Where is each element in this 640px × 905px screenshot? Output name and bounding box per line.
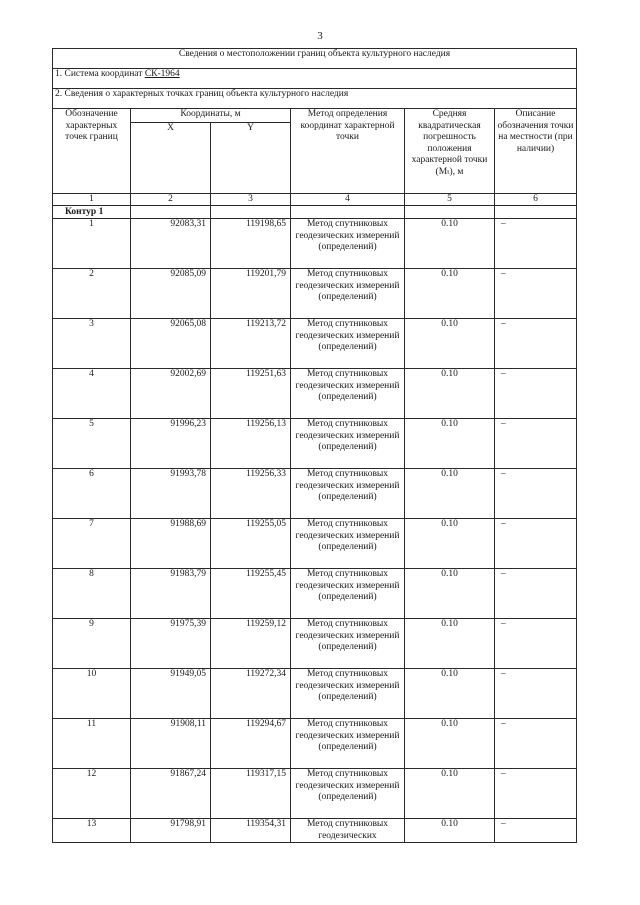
header-description: Описание обозначения точки на местности (при наличии) — [495, 109, 577, 194]
coordinate-x: 91798,91 — [131, 819, 211, 843]
coordinate-y: 119251,63 — [211, 369, 291, 419]
point-description: – — [495, 369, 577, 419]
determination-method: Метод спутниковых геодезических измерений (определений) — [291, 269, 405, 319]
mean-square-error: 0.10 — [405, 719, 495, 769]
table-row — [53, 719, 577, 769]
point-description: – — [495, 419, 577, 469]
coordinate-y: 119256,33 — [211, 469, 291, 519]
coordinate-y: 119294,67 — [211, 719, 291, 769]
determination-method: Метод спутниковых геодезических измерений (определений) — [291, 569, 405, 619]
coordinate-x: 92085,09 — [131, 269, 211, 319]
coordinate-x: 91996,23 — [131, 419, 211, 469]
determination-method: Метод спутниковых геодезических измерений (определений) — [291, 369, 405, 419]
point-number: 6 — [53, 469, 131, 519]
mean-square-error: 0.10 — [405, 419, 495, 469]
coordinate-x: 91867,24 — [131, 769, 211, 819]
table-row — [53, 319, 577, 369]
point-number: 13 — [53, 819, 131, 843]
coordinate-y: 119272,34 — [211, 669, 291, 719]
table-row — [53, 519, 577, 569]
coordinate-x: 91975,39 — [131, 619, 211, 669]
determination-method: Метод спутниковых геодезических измерений (определений) — [291, 619, 405, 669]
point-description: – — [495, 669, 577, 719]
determination-method: Метод спутниковых геодезических измерений (определений) — [291, 669, 405, 719]
header-coordinates: Координаты, м — [131, 109, 291, 123]
coordinate-x: 91993,78 — [131, 469, 211, 519]
table-row — [53, 269, 577, 319]
page-number: 3 — [317, 30, 323, 42]
table-row — [53, 219, 577, 269]
mean-square-error: 0.10 — [405, 369, 495, 419]
mean-square-error: 0.10 — [405, 219, 495, 269]
coordinate-x: 92002,69 — [131, 369, 211, 419]
mean-square-error: 0.10 — [405, 569, 495, 619]
column-number: 3 — [211, 194, 291, 206]
table-row — [53, 419, 577, 469]
table-row — [53, 469, 577, 519]
column-number: 1 — [53, 194, 131, 206]
table-row — [53, 819, 577, 843]
determination-method: Метод спутниковых геодезических измерений (определений) — [291, 469, 405, 519]
coordinate-system-prefix: 1. Система координат — [55, 69, 145, 79]
determination-method: Метод спутниковых геодезических измерений (определений) — [291, 319, 405, 369]
coordinate-system-value: СК-1964 — [144, 69, 180, 79]
mean-square-error: 0.10 — [405, 769, 495, 819]
point-description: – — [495, 619, 577, 669]
column-number: 6 — [495, 194, 577, 206]
coordinate-y: 119259,12 — [211, 619, 291, 669]
mean-square-error: 0.10 — [405, 469, 495, 519]
point-number: 11 — [53, 719, 131, 769]
section-title: 2. Сведения о характерных точках границ объекта культурного наследия — [53, 89, 577, 109]
point-number: 5 — [53, 419, 131, 469]
table-row — [53, 619, 577, 669]
coordinate-x: 91949,05 — [131, 669, 211, 719]
point-description: – — [495, 769, 577, 819]
point-number: 4 — [53, 369, 131, 419]
mean-square-error: 0.10 — [405, 669, 495, 719]
coordinate-y: 119213,72 — [211, 319, 291, 369]
coordinate-y: 119256,13 — [211, 419, 291, 469]
point-description: – — [495, 719, 577, 769]
table-title: Сведения о местоположении границ объекта культурного наследия — [53, 49, 577, 69]
coordinate-system — [53, 69, 577, 89]
mean-square-error: 0.10 — [405, 819, 495, 843]
table-row — [53, 569, 577, 619]
point-description: – — [495, 469, 577, 519]
mean-square-error: 0.10 — [405, 269, 495, 319]
column-number: 2 — [131, 194, 211, 206]
mean-square-error: 0.10 — [405, 519, 495, 569]
header-x: X — [131, 123, 211, 194]
mean-square-error: 0.10 — [405, 319, 495, 369]
header-error: Средняя квадратическая погрешность положения характерной точки (Mₜ), м — [405, 109, 495, 194]
coordinate-y: 119201,79 — [211, 269, 291, 319]
coordinate-y: 119255,45 — [211, 569, 291, 619]
point-number: 1 — [53, 219, 131, 269]
determination-method: Метод спутниковых геодезических измерений (определений) — [291, 769, 405, 819]
boundary-points-table — [52, 48, 577, 843]
coordinate-x: 91983,79 — [131, 569, 211, 619]
determination-method: Метод спутниковых геодезических измерений (определений) — [291, 419, 405, 469]
point-number: 8 — [53, 569, 131, 619]
point-description: – — [495, 319, 577, 369]
coordinate-x: 92065,08 — [131, 319, 211, 369]
point-number: 2 — [53, 269, 131, 319]
point-number: 10 — [53, 669, 131, 719]
point-description: – — [495, 519, 577, 569]
table-row — [53, 769, 577, 819]
coordinate-y: 119255,05 — [211, 519, 291, 569]
point-description: – — [495, 269, 577, 319]
point-description: – — [495, 219, 577, 269]
header-y: Y — [211, 123, 291, 194]
column-number: 5 — [405, 194, 495, 206]
mean-square-error: 0.10 — [405, 619, 495, 669]
determination-method: Метод спутниковых геодезических измерений (определений) — [291, 719, 405, 769]
determination-method: Метод спутниковых геодезических измерений (определений) — [291, 519, 405, 569]
header-point: Обозначение характерных точек границ — [53, 109, 131, 194]
coordinate-x: 92083,31 — [131, 219, 211, 269]
coordinate-x: 91988,69 — [131, 519, 211, 569]
point-number: 7 — [53, 519, 131, 569]
table-row — [53, 369, 577, 419]
point-number: 9 — [53, 619, 131, 669]
coordinate-y: 119317,15 — [211, 769, 291, 819]
coordinate-y: 119354,31 — [211, 819, 291, 843]
determination-method: Метод спутниковых геодезических измерений (определений) — [291, 219, 405, 269]
header-method: Метод определения координат характерной точки — [291, 109, 405, 194]
contour-label: Контур 1 — [53, 206, 131, 219]
point-number: 12 — [53, 769, 131, 819]
column-number: 4 — [291, 194, 405, 206]
point-number: 3 — [53, 319, 131, 369]
point-description: – — [495, 819, 577, 843]
coordinate-y: 119198,65 — [211, 219, 291, 269]
determination-method: Метод спутниковых геодезических — [291, 819, 405, 843]
table-row — [53, 669, 577, 719]
point-description: – — [495, 569, 577, 619]
coordinate-x: 91908,11 — [131, 719, 211, 769]
